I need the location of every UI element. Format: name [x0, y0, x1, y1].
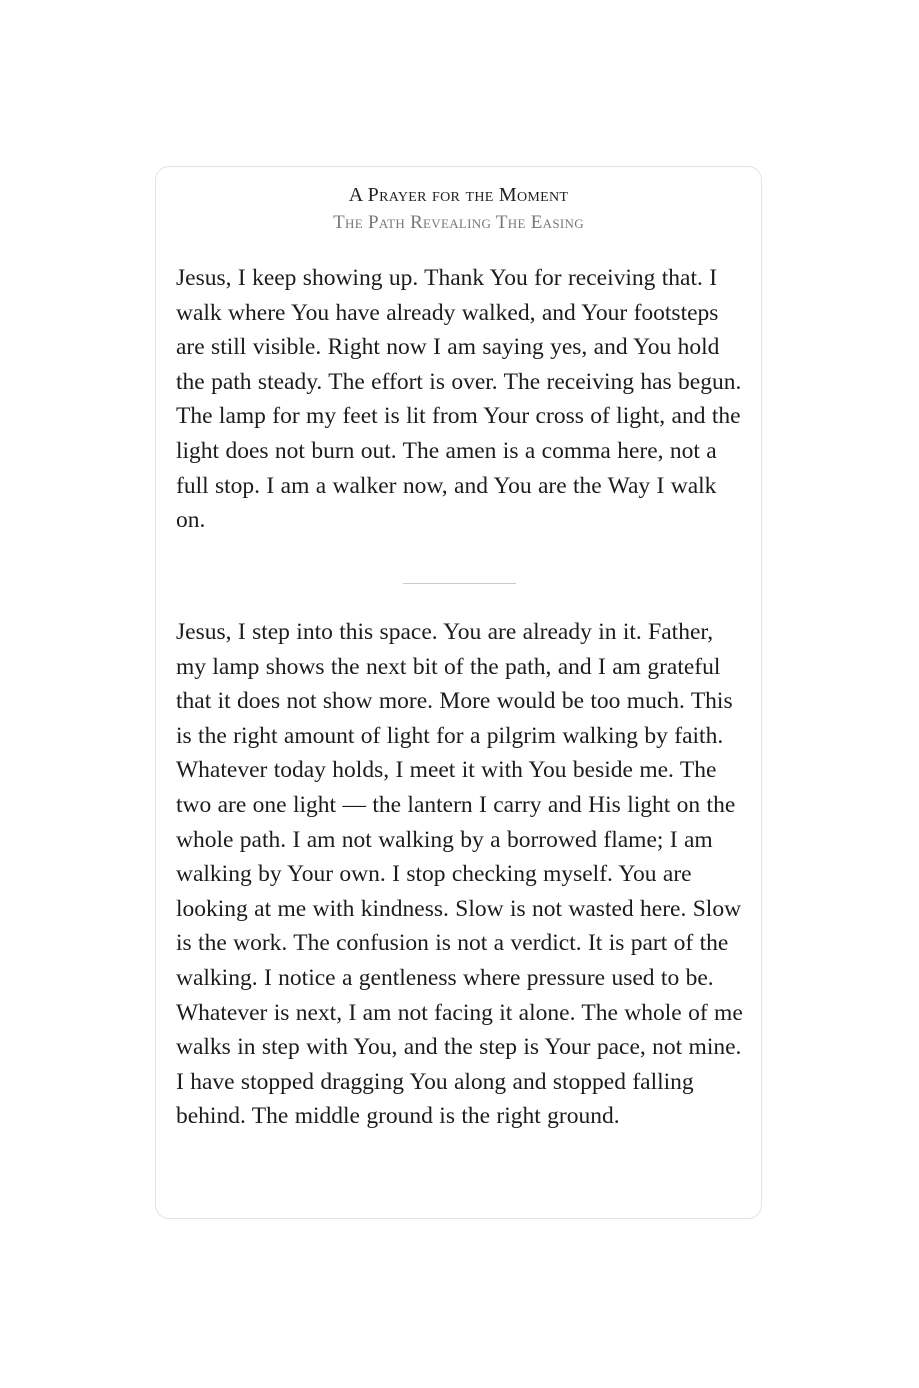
section-divider [403, 583, 516, 584]
prayer-paragraph-2: Jesus, I step into this space. You are already in it. Father, my lamp shows the next bit of the path, and I am grateful that it does not show more. More would be too much. This is the right amount of light for a pilgrim walking by faith. Whatever today holds, I meet it with You beside me. The two are one light — the lantern I carry and His light on the whole path. I am not walking by a borrowed flame; I am walking by Your own. I stop checking myself. You are looking at me with kindness. Slow is not wasted here. Slow is the work. The confusion is not a verdict. It is part of the walking. I notice a gentleness where pressure used to be. Whatever is next, I am not facing it alone. The whole of me walks in step with You, and the step is Your pace, not mine. I have stopped dragging You along and stopped falling behind. The middle ground is the right ground. [176, 619, 743, 1130]
prayer-subtitle: The Path Revealing The Easing [333, 212, 584, 233]
prayer-title: A Prayer for the Moment [348, 184, 569, 206]
prayer-paragraph-1: Jesus, I keep showing up. Thank You for receiving that. I walk where You have already walked, and Your footsteps are still visible. Right now I am saying yes, and You hold the path steady. The effort is over. The receiving has begun. The lamp for my feet is lit from Your cross of light, and the light does not burn out. The amen is a comma here, not a full stop. I am a walker now, and You are the Way I walk on. [176, 265, 742, 534]
prayer-card [155, 166, 762, 1219]
